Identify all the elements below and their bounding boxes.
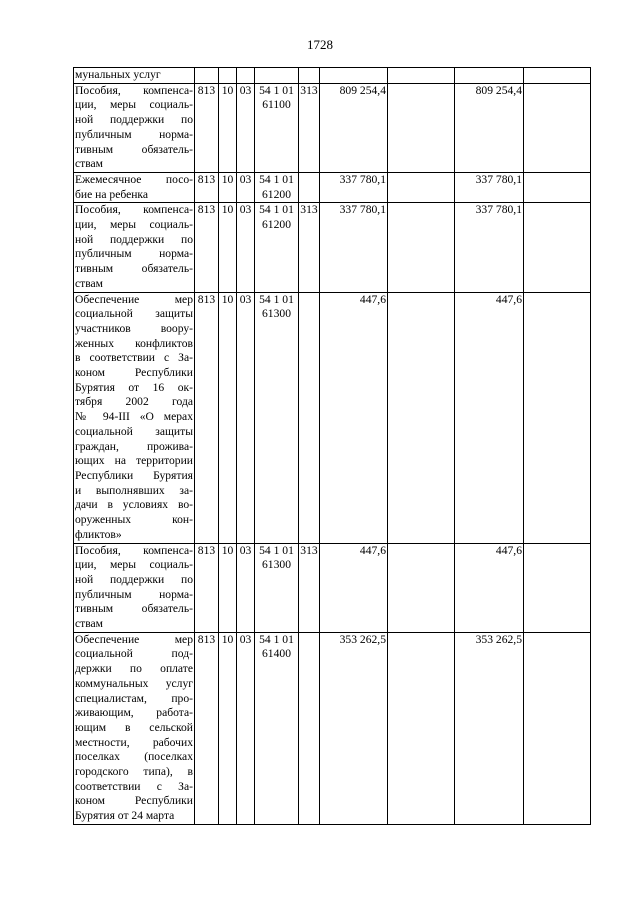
name-line: оруженных кон- (75, 513, 193, 527)
cell-rz: 10 (219, 203, 237, 292)
cell-pr (237, 68, 255, 84)
cell-sum-4 (524, 83, 591, 172)
cell-pr: 03 (237, 543, 255, 632)
name-line: Обеспечение мер (75, 632, 193, 646)
name-line: тивным обязатель- (75, 602, 193, 616)
name-line: мунальных услуг (75, 68, 161, 81)
name-line: публичным норма- (75, 587, 193, 601)
cell-vr (299, 68, 320, 84)
cell-name (74, 83, 195, 172)
name-line: социальной под- (75, 647, 193, 661)
name-line: держки по оплате (75, 662, 193, 676)
cell-sum-1: 447,6 (320, 292, 388, 543)
cell-gr (195, 68, 219, 84)
name-line: Бурятия от 24 марта (75, 809, 175, 823)
table-row (74, 632, 591, 824)
cell-sum-4 (524, 203, 591, 292)
cell-csr: 54 1 01 61400 (255, 632, 299, 824)
cell-name (74, 292, 195, 543)
cell-sum-1: 447,6 (320, 543, 388, 632)
cell-rz: 10 (219, 172, 237, 202)
name-line: Пособия, компенса- (75, 203, 193, 217)
cell-sum-3: 447,6 (455, 292, 524, 543)
name-line: участников воору- (75, 321, 193, 335)
cell-sum-3: 353 262,5 (455, 632, 524, 824)
name-line: публичным норма- (75, 127, 193, 141)
cell-gr: 813 (195, 292, 219, 543)
cell-sum-2 (388, 632, 455, 824)
cell-sum-4 (524, 543, 591, 632)
cell-pr: 03 (237, 632, 255, 824)
name-line: Пособия, компенса- (75, 543, 193, 557)
cell-name (74, 172, 195, 202)
name-line: № 94-III «О мерах (75, 410, 193, 424)
cell-sum-1: 337 780,1 (320, 172, 388, 202)
cell-rz: 10 (219, 292, 237, 543)
table-row (74, 543, 591, 632)
cell-sum-1: 353 262,5 (320, 632, 388, 824)
budget-table (73, 67, 591, 825)
name-line: живающим, работа- (75, 706, 193, 720)
name-line: коммунальных услуг (75, 676, 193, 690)
cell-sum-2 (388, 203, 455, 292)
name-line: специалистам, про- (75, 691, 193, 705)
cell-vr (299, 292, 320, 543)
cell-gr: 813 (195, 172, 219, 202)
cell-gr: 813 (195, 543, 219, 632)
name-line: городского типа), в (75, 765, 193, 779)
cell-rz: 10 (219, 83, 237, 172)
cell-csr: 54 1 01 61300 (255, 543, 299, 632)
name-line: местности, рабочих (75, 735, 193, 749)
name-line: фликтов» (75, 527, 122, 541)
table-row (74, 172, 591, 202)
name-line: Республики Бурятия (75, 468, 193, 482)
cell-gr: 813 (195, 632, 219, 824)
name-line: поселках (поселках (75, 750, 193, 764)
name-line: социальной защиты (75, 307, 193, 321)
cell-gr: 813 (195, 203, 219, 292)
name-line: ной поддержки по (75, 572, 193, 586)
cell-csr: 54 1 01 61200 (255, 172, 299, 202)
name-line: ной поддержки по (75, 113, 193, 127)
cell-csr (255, 68, 299, 84)
cell-vr: 313 (299, 83, 320, 172)
cell-vr: 313 (299, 543, 320, 632)
cell-sum-2 (388, 68, 455, 84)
name-line: ствам (75, 276, 104, 290)
name-line: дачи в условиях во- (75, 498, 193, 512)
cell-name (74, 543, 195, 632)
cell-vr (299, 632, 320, 824)
cell-name (74, 68, 195, 84)
cell-sum-2 (388, 172, 455, 202)
cell-sum-3: 337 780,1 (455, 172, 524, 202)
cell-gr: 813 (195, 83, 219, 172)
cell-sum-2 (388, 292, 455, 543)
name-line: публичным норма- (75, 247, 193, 261)
cell-vr: 313 (299, 203, 320, 292)
cell-pr: 03 (237, 172, 255, 202)
cell-name (74, 203, 195, 292)
name-line: тября 2002 года (75, 395, 193, 409)
cell-sum-1: 337 780,1 (320, 203, 388, 292)
cell-sum-1: 809 254,4 (320, 83, 388, 172)
table-row (74, 203, 591, 292)
cell-sum-4 (524, 292, 591, 543)
name-line: и выполнявших за- (75, 483, 193, 497)
name-line: тивным обязатель- (75, 142, 193, 156)
cell-rz: 10 (219, 543, 237, 632)
name-line: коном Республики (75, 366, 193, 380)
name-line: соответствии с За- (75, 779, 193, 793)
cell-sum-3: 809 254,4 (455, 83, 524, 172)
name-line: тивным обязатель- (75, 262, 193, 276)
name-line: женных конфликтов (75, 336, 193, 350)
cell-pr: 03 (237, 203, 255, 292)
cell-sum-4 (524, 172, 591, 202)
name-line: ции, меры социаль- (75, 98, 193, 112)
cell-csr: 54 1 01 61200 (255, 203, 299, 292)
cell-csr: 54 1 01 61100 (255, 83, 299, 172)
name-line: Ежемесячное посо- (75, 172, 193, 186)
name-line: ции, меры социаль- (75, 218, 193, 232)
name-line: ствам (75, 157, 104, 171)
cell-name (74, 632, 195, 824)
name-line: коном Республики (75, 794, 193, 808)
name-line: Обеспечение мер (75, 292, 193, 306)
cell-sum-3 (455, 68, 524, 84)
cell-sum-4 (524, 632, 591, 824)
table-row (74, 83, 591, 172)
name-line: ствам (75, 617, 104, 631)
name-line: ющих на территории (75, 454, 193, 468)
cell-sum-2 (388, 83, 455, 172)
cell-csr: 54 1 01 61300 (255, 292, 299, 543)
table-row (74, 292, 591, 543)
cell-pr: 03 (237, 292, 255, 543)
cell-sum-3: 447,6 (455, 543, 524, 632)
cell-sum-4 (524, 68, 591, 84)
cell-sum-2 (388, 543, 455, 632)
page-number: 1728 (307, 37, 333, 52)
name-line: ции, меры социаль- (75, 558, 193, 572)
cell-vr (299, 172, 320, 202)
name-line: в соответствии с За- (75, 351, 193, 365)
cell-rz (219, 68, 237, 84)
name-line: Пособия, компенса- (75, 83, 193, 97)
name-line: граждан, прожива- (75, 439, 193, 453)
cell-rz: 10 (219, 632, 237, 824)
name-line: социальной защиты (75, 424, 193, 438)
cell-sum-1 (320, 68, 388, 84)
name-line: Бурятия от 16 ок- (75, 380, 193, 394)
table-row (74, 68, 591, 84)
name-line: ной поддержки по (75, 232, 193, 246)
name-line: бие на ребенка (75, 187, 149, 201)
cell-sum-3: 337 780,1 (455, 203, 524, 292)
name-line: ющим в сельской (75, 720, 193, 734)
table-body (74, 68, 591, 825)
cell-pr: 03 (237, 83, 255, 172)
